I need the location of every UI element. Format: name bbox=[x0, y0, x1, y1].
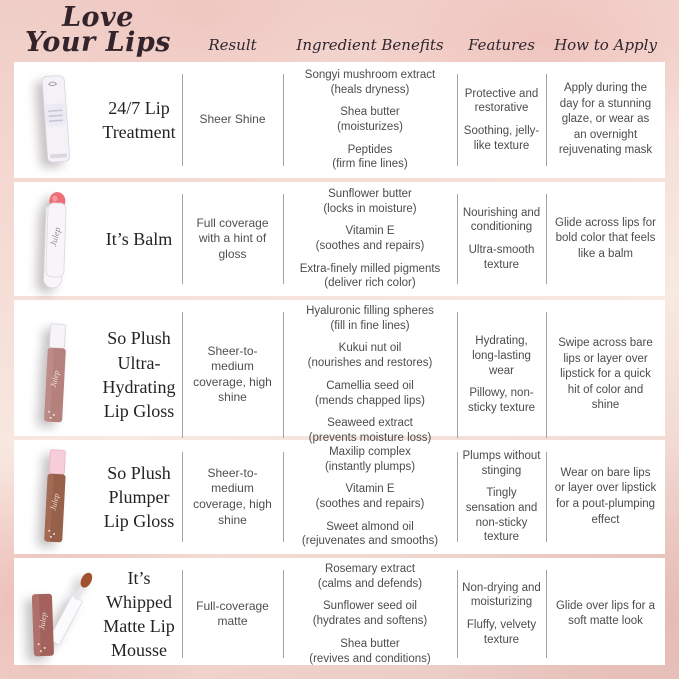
result-text: Full coverage with a hint of gloss bbox=[196, 215, 269, 261]
result-cell bbox=[182, 440, 283, 554]
product-image-247-lip-treatment bbox=[14, 62, 96, 178]
ingredient-name: Shea butter bbox=[340, 637, 400, 650]
ingredient-benefit: (firm fine lines) bbox=[332, 158, 408, 171]
ingredient-benefit: (prevents moisture loss) bbox=[308, 432, 432, 445]
result-text: Full-coverage matte bbox=[196, 598, 269, 629]
ingredient-group bbox=[314, 562, 426, 591]
feature-item: Plumps without stinging bbox=[462, 449, 541, 477]
ingredient-name: Kukui nut oil bbox=[338, 342, 402, 355]
ingredient-name: Songyi mushroom extract bbox=[304, 68, 436, 81]
white-squeeze-tube-image bbox=[23, 70, 87, 170]
page-title-line1: Love bbox=[62, 1, 134, 33]
result-text: Sheer-to-medium coverage, high shine bbox=[193, 465, 272, 527]
ingredient-benefit: (locks in moisture) bbox=[323, 202, 417, 215]
ingredient-name: Vitamin E bbox=[345, 483, 395, 496]
product-image-so-plush-ultra-hydrating bbox=[14, 300, 96, 450]
ingredient-name: Sunflower butter bbox=[328, 187, 412, 200]
mousse-vial-with-wand-image bbox=[17, 566, 93, 662]
ingredient-group bbox=[309, 599, 431, 628]
product-name-cell bbox=[96, 440, 182, 554]
product-name: So Plush Ultra-Hydrating Lip Gloss bbox=[102, 328, 176, 422]
feature-item: Soothing, jelly-like texture bbox=[463, 125, 540, 152]
page-title-line2: Your Lips bbox=[24, 27, 171, 59]
ingredient-name: Extra-finely milled pigments bbox=[299, 262, 441, 275]
ingredient-name: Sweet almond oil bbox=[326, 520, 414, 533]
product-row-so-plush-plumper bbox=[14, 440, 665, 554]
feature-item: Fluffy, velvety texture bbox=[466, 619, 537, 646]
ingredient-name: Camellia seed oil bbox=[326, 379, 414, 392]
how-to-apply-text: Apply during the day for a stunning glaze, or wear as an overnight rejuvenating mask bbox=[558, 82, 653, 157]
ingredient-benefit: (revives and conditions) bbox=[309, 652, 431, 665]
result-cell bbox=[182, 558, 283, 670]
features-cell bbox=[457, 440, 546, 554]
product-row-its-balm bbox=[14, 182, 665, 296]
ingredient-group bbox=[304, 341, 437, 370]
column-header-how-to-apply: How to Apply bbox=[554, 36, 657, 54]
product-name: It’s Balm bbox=[105, 228, 173, 249]
ingredient-benefits-cell bbox=[283, 300, 457, 450]
ingredient-benefit: (deliver rich color) bbox=[324, 277, 416, 290]
feature-item: Tingly sensation and non-sticky texture bbox=[465, 487, 538, 544]
ingredient-group bbox=[296, 262, 445, 291]
ingredient-group bbox=[312, 482, 429, 511]
feature-item: Hydrating, long-lasting wear bbox=[472, 335, 531, 377]
how-to-apply-cell bbox=[546, 300, 665, 450]
ingredient-group bbox=[321, 445, 419, 474]
how-to-apply-cell bbox=[546, 440, 665, 554]
svg-text:Julep: Julep bbox=[37, 611, 49, 631]
product-row-its-whipped-matte-lip-mousse bbox=[14, 558, 665, 665]
ingredient-group bbox=[311, 379, 429, 408]
how-to-apply-text: Wear on bare lips or layer over lipstick for a pout-plumping effect bbox=[554, 466, 657, 526]
product-image-its-whipped bbox=[14, 558, 96, 670]
how-to-apply-cell bbox=[546, 182, 665, 296]
white-crayon-coral-tip-image bbox=[23, 189, 87, 289]
features-cell bbox=[457, 558, 546, 670]
result-text: Sheer Shine bbox=[199, 112, 266, 127]
column-header-features: Features bbox=[468, 36, 535, 54]
how-to-apply-text: Glide across lips for bold color that feels like a balm bbox=[555, 216, 656, 260]
table-header bbox=[0, 0, 679, 62]
result-text: Sheer-to-medium coverage, high shine bbox=[193, 343, 272, 405]
gloss-vial-pink-cap-image bbox=[23, 445, 87, 549]
svg-text:Julep: Julep bbox=[48, 369, 62, 389]
product-name: So Plush Plumper Lip Gloss bbox=[103, 462, 175, 532]
column-header-ingredient-benefits: Ingredient Benefits bbox=[296, 36, 444, 54]
product-name-cell bbox=[96, 62, 182, 178]
ingredient-benefit: (calms and defends) bbox=[317, 577, 423, 590]
ingredient-benefits-cell bbox=[283, 440, 457, 554]
ingredient-benefit: (nourishes and restores) bbox=[307, 357, 433, 370]
feature-item: Protective and restorative bbox=[464, 87, 539, 115]
result-cell bbox=[182, 62, 283, 178]
ingredient-name: Peptides bbox=[347, 143, 393, 156]
ingredient-group bbox=[312, 224, 429, 253]
result-cell bbox=[182, 182, 283, 296]
feature-item: Non-drying and moisturizing bbox=[462, 581, 541, 609]
ingredient-benefits-cell bbox=[283, 62, 457, 178]
ingredient-group bbox=[328, 143, 411, 172]
ingredient-group bbox=[319, 187, 420, 216]
features-cell bbox=[457, 62, 546, 178]
result-cell bbox=[182, 300, 283, 450]
ingredient-benefit: (mends chapped lips) bbox=[315, 394, 425, 407]
ingredient-benefit: (moisturizes) bbox=[337, 121, 403, 133]
column-header-result: Result bbox=[208, 36, 257, 54]
ingredient-group bbox=[333, 105, 407, 134]
how-to-apply-cell bbox=[546, 558, 665, 670]
feature-item: Ultra-smooth texture bbox=[468, 244, 535, 271]
ingredient-benefit: (instantly plumps) bbox=[324, 460, 416, 473]
ingredient-name: Sunflower seed oil bbox=[323, 600, 417, 613]
product-comparison-table bbox=[0, 62, 679, 665]
product-image-so-plush-plumper bbox=[14, 440, 96, 554]
ingredient-benefits-cell bbox=[283, 182, 457, 296]
ingredient-benefit: (fill in fine lines) bbox=[330, 319, 410, 332]
ingredient-name: Seaweed extract bbox=[327, 417, 413, 430]
ingredient-name: Hyaluronic filling spheres bbox=[306, 305, 434, 317]
ingredient-name: Rosemary extract bbox=[324, 563, 416, 575]
features-cell bbox=[457, 182, 546, 296]
ingredient-group bbox=[302, 304, 438, 333]
product-name-cell bbox=[96, 182, 182, 296]
ingredient-benefits-cell bbox=[283, 558, 457, 670]
svg-text:Julep: Julep bbox=[47, 226, 63, 248]
how-to-apply-cell bbox=[546, 62, 665, 178]
feature-item: Nourishing and conditioning bbox=[462, 206, 541, 234]
svg-text:Julep: Julep bbox=[48, 492, 62, 512]
product-row-247-lip-treatment bbox=[14, 62, 665, 178]
gloss-vial-white-cap-image bbox=[23, 316, 87, 434]
how-to-apply-text: Glide over lips for a soft matte look bbox=[555, 599, 656, 628]
page-title bbox=[14, 1, 182, 62]
ingredient-name: Vitamin E bbox=[345, 225, 395, 238]
ingredient-group bbox=[301, 68, 439, 97]
product-name-cell bbox=[96, 300, 182, 450]
ingredient-benefit: (heals dryness) bbox=[330, 83, 410, 96]
feature-item: Pillowy, non-sticky texture bbox=[467, 387, 536, 414]
product-name: 24/7 Lip Treatment bbox=[102, 97, 176, 142]
ingredient-benefit: (rejuvenates and smooths) bbox=[301, 535, 439, 548]
ingredient-name: Shea butter bbox=[340, 106, 400, 119]
ingredient-benefit: (soothes and repairs) bbox=[315, 240, 425, 252]
ingredient-benefit: (soothes and repairs) bbox=[315, 498, 425, 510]
product-row-so-plush-ultra-hydrating bbox=[14, 300, 665, 445]
product-name-cell bbox=[96, 558, 182, 670]
features-cell bbox=[457, 300, 546, 450]
ingredient-group bbox=[298, 520, 442, 549]
product-name: It’s Whipped Matte Lip Mousse bbox=[103, 567, 175, 661]
ingredient-group bbox=[305, 637, 434, 666]
product-image-its-balm bbox=[14, 182, 96, 296]
ingredient-name: Maxilip complex bbox=[329, 445, 411, 458]
ingredient-benefit: (hydrates and softens) bbox=[312, 615, 428, 628]
how-to-apply-text: Swipe across bare lips or layer over lipstick for a quick hit of color and shine bbox=[558, 337, 653, 412]
